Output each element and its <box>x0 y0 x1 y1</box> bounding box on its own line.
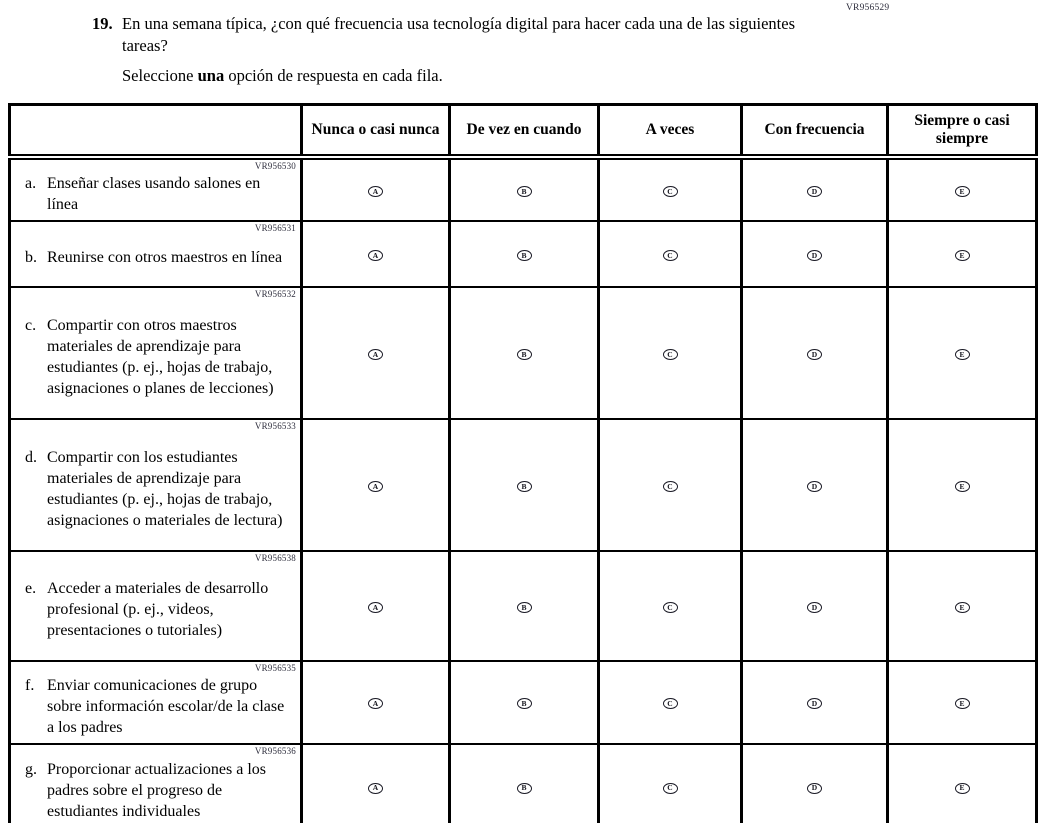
option-bubble-g-E[interactable]: E <box>955 783 970 794</box>
option-cell-b-B <box>450 221 599 287</box>
option-bubble-b-D[interactable]: D <box>807 250 822 261</box>
row-item-text: Compartir con otros maestros materiales de aprendizaje para estudiantes (p. ej., hojas de trabajo, asignaciones o planes de lecciones) <box>47 316 274 397</box>
option-bubble-e-E[interactable]: E <box>955 602 970 613</box>
table-row-g <box>10 744 1037 823</box>
option-bubble-d-B[interactable]: B <box>517 481 532 492</box>
option-bubble-b-B[interactable]: B <box>517 250 532 261</box>
option-cell-g-E <box>888 744 1037 823</box>
option-bubble-a-C[interactable]: C <box>663 186 678 197</box>
option-bubble-f-D[interactable]: D <box>807 698 822 709</box>
row-item-letter: g. <box>25 760 37 778</box>
option-bubble-a-D[interactable]: D <box>807 186 822 197</box>
option-cell-g-B <box>450 744 599 823</box>
column-header-siempre-o-casi-siempre: Siempre o casi siempre <box>888 105 1037 157</box>
option-cell-g-C <box>599 744 742 823</box>
table-row-e <box>10 551 1037 661</box>
row-label-cell <box>10 744 302 823</box>
option-cell-g-D <box>742 744 888 823</box>
option-bubble-e-D[interactable]: D <box>807 602 822 613</box>
row-item-letter: a. <box>25 174 37 192</box>
option-bubble-b-A[interactable]: A <box>368 250 383 261</box>
option-bubble-c-D[interactable]: D <box>807 349 822 360</box>
row-item-letter: b. <box>25 249 37 266</box>
option-cell-e-A <box>302 551 450 661</box>
option-cell-f-D <box>742 661 888 744</box>
row-vr-code: VR956536 <box>254 745 296 756</box>
question-number: 19. <box>92 14 113 33</box>
row-item-text: Compartir con los estudiantes materiales de aprendizaje para estudiantes (p. ej., hojas de trabajo, asignaciones o materiales de lectura) <box>47 448 283 529</box>
option-bubble-e-A[interactable]: A <box>368 602 383 613</box>
table-row-d <box>10 419 1037 551</box>
row-label-cell <box>10 551 302 661</box>
option-cell-d-E <box>888 419 1037 551</box>
row-item-letter: d. <box>25 448 37 466</box>
option-cell-e-C <box>599 551 742 661</box>
option-bubble-b-E[interactable]: E <box>955 250 970 261</box>
option-cell-f-C <box>599 661 742 744</box>
option-cell-b-E <box>888 221 1037 287</box>
column-header-a-veces: A veces <box>599 105 742 157</box>
row-label-cell <box>10 221 302 287</box>
option-bubble-f-B[interactable]: B <box>517 698 532 709</box>
row-item-text: Enviar comunicaciones de grupo sobre información escolar/de la clase a los padres <box>47 676 285 736</box>
option-bubble-a-A[interactable]: A <box>368 186 383 197</box>
table-row-f <box>10 661 1037 744</box>
option-bubble-f-C[interactable]: C <box>663 698 678 709</box>
option-bubble-c-C[interactable]: C <box>663 349 678 360</box>
option-cell-a-C <box>599 157 742 221</box>
row-item-text: Reunirse con otros maestros en línea <box>47 249 283 266</box>
response-matrix-table <box>8 103 1038 823</box>
table-row-a <box>10 157 1037 221</box>
row-label-cell <box>10 419 302 551</box>
option-cell-g-A <box>302 744 450 823</box>
option-cell-b-C <box>599 221 742 287</box>
row-vr-code: VR956531 <box>254 222 296 233</box>
table-row-b <box>10 221 1037 287</box>
option-cell-c-E <box>888 287 1037 419</box>
option-cell-d-A <box>302 419 450 551</box>
row-label-cell <box>10 157 302 221</box>
option-cell-f-A <box>302 661 450 744</box>
row-vr-code: VR956530 <box>254 160 296 171</box>
option-cell-f-E <box>888 661 1037 744</box>
option-cell-a-A <box>302 157 450 221</box>
option-bubble-c-B[interactable]: B <box>517 349 532 360</box>
option-bubble-c-E[interactable]: E <box>955 349 970 360</box>
option-bubble-d-D[interactable]: D <box>807 481 822 492</box>
option-cell-c-B <box>450 287 599 419</box>
option-bubble-e-C[interactable]: C <box>663 602 678 613</box>
question-instruction <box>122 66 443 86</box>
matrix-stub-header <box>10 105 302 157</box>
option-bubble-f-A[interactable]: A <box>368 698 383 709</box>
option-bubble-g-A[interactable]: A <box>368 783 383 794</box>
option-bubble-e-B[interactable]: B <box>517 602 532 613</box>
option-cell-c-A <box>302 287 450 419</box>
option-cell-e-E <box>888 551 1037 661</box>
option-bubble-c-A[interactable]: A <box>368 349 383 360</box>
option-cell-c-C <box>599 287 742 419</box>
option-cell-b-A <box>302 221 450 287</box>
option-cell-a-E <box>888 157 1037 221</box>
option-cell-a-D <box>742 157 888 221</box>
row-vr-code: VR956532 <box>254 288 296 299</box>
row-label-cell <box>10 287 302 419</box>
matrix-body <box>10 157 1037 823</box>
column-header-con-frecuencia: Con frecuencia <box>742 105 888 157</box>
option-cell-e-B <box>450 551 599 661</box>
column-header-nunca-o-casi-nunca: Nunca o casi nunca <box>302 105 450 157</box>
question-text: En una semana típica, ¿con qué frecuencia usa tecnología digital para hacer cada una de las siguientes tareas? <box>122 14 795 55</box>
option-bubble-g-B[interactable]: B <box>517 783 532 794</box>
option-cell-d-C <box>599 419 742 551</box>
row-vr-code: VR956533 <box>254 420 296 431</box>
option-bubble-g-C[interactable]: C <box>663 783 678 794</box>
column-header-de-vez-en-cuando: De vez en cuando <box>450 105 599 157</box>
question-block <box>92 13 810 57</box>
table-row-c <box>10 287 1037 419</box>
row-vr-code: VR956538 <box>254 552 296 563</box>
row-label-cell <box>10 661 302 744</box>
option-cell-d-B <box>450 419 599 551</box>
option-bubble-d-C[interactable]: C <box>663 481 678 492</box>
instruction-bold-word: una <box>197 66 225 85</box>
row-item-letter: f. <box>25 676 35 694</box>
row-item-text: Acceder a materiales de desarrollo profesional (p. ej., videos, presentaciones o tutoriales) <box>47 580 269 639</box>
row-item-text: Proporcionar actualizaciones a los padres sobre el progreso de estudiantes individuales <box>47 760 267 820</box>
option-bubble-a-E[interactable]: E <box>955 186 970 197</box>
option-bubble-d-E[interactable]: E <box>955 481 970 492</box>
row-item-text: Enseñar clases usando salones en línea <box>47 174 261 213</box>
matrix-header-row <box>10 105 1037 157</box>
option-cell-b-D <box>742 221 888 287</box>
option-cell-e-D <box>742 551 888 661</box>
option-bubble-a-B[interactable]: B <box>517 186 532 197</box>
option-cell-f-B <box>450 661 599 744</box>
row-vr-code: VR956535 <box>254 662 296 673</box>
question-vr-code: VR956529 <box>846 3 890 13</box>
instruction-prefix: Seleccione <box>122 66 198 85</box>
option-cell-c-D <box>742 287 888 419</box>
instruction-suffix: opción de respuesta en cada fila. <box>224 66 443 85</box>
option-bubble-f-E[interactable]: E <box>955 698 970 709</box>
option-bubble-b-C[interactable]: C <box>663 250 678 261</box>
option-bubble-g-D[interactable]: D <box>807 783 822 794</box>
row-item-letter: c. <box>25 316 37 334</box>
option-cell-a-B <box>450 157 599 221</box>
option-cell-d-D <box>742 419 888 551</box>
option-bubble-d-A[interactable]: A <box>368 481 383 492</box>
row-item-letter: e. <box>25 580 37 597</box>
